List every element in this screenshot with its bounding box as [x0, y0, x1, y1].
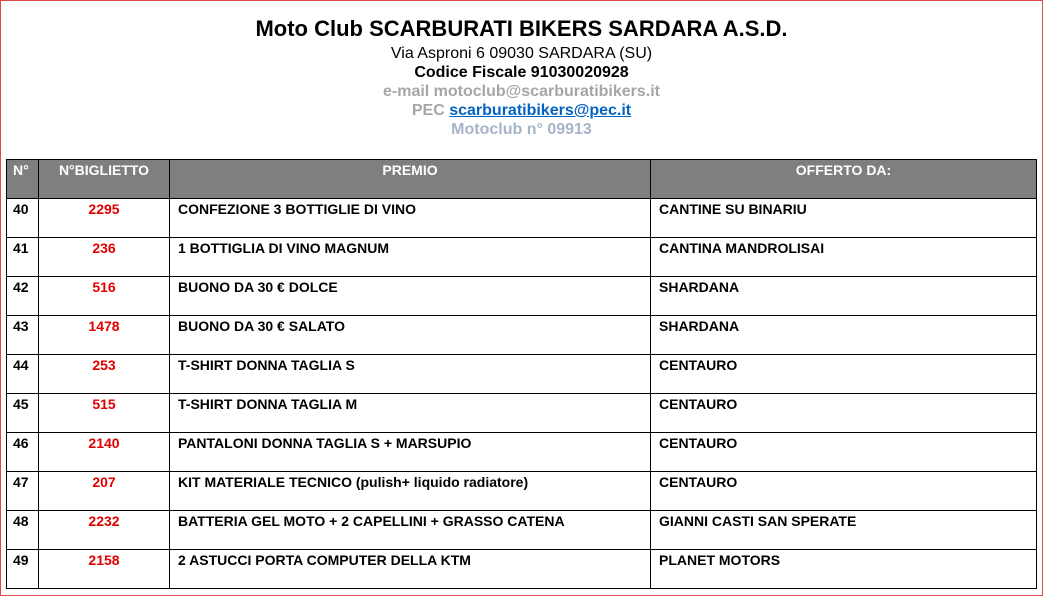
- prize-description: BUONO DA 30 € DOLCE: [170, 277, 651, 316]
- row-number: 47: [7, 472, 39, 511]
- club-name: Moto Club SCARBURATI BIKERS SARDARA A.S.D.: [255, 16, 788, 41]
- table-row: [7, 199, 1037, 238]
- offered-by: CANTINA MANDROLISAI: [651, 238, 1037, 277]
- prize-description: BATTERIA GEL MOTO + 2 CAPELLINI + GRASSO CATENA: [170, 511, 651, 550]
- prize-description: 1 BOTTIGLIA DI VINO MAGNUM: [170, 238, 651, 277]
- ticket-number: 236: [39, 238, 170, 277]
- table-row: [7, 316, 1037, 355]
- offered-by: CENTAURO: [651, 355, 1037, 394]
- ticket-number: 1478: [39, 316, 170, 355]
- ticket-number: 515: [39, 394, 170, 433]
- ticket-number: 2158: [39, 550, 170, 589]
- club-email: e-mail motoclub@scarburatibikers.it: [382, 83, 660, 100]
- offered-by: SHARDANA: [651, 316, 1037, 355]
- table-row: [7, 511, 1037, 550]
- motoclub-number: Motoclub n° 09913: [451, 121, 592, 138]
- prize-description: T-SHIRT DONNA TAGLIA S: [170, 355, 651, 394]
- ticket-number: 2232: [39, 511, 170, 550]
- table-row: [7, 433, 1037, 472]
- table-row: [7, 472, 1037, 511]
- ticket-number: 2140: [39, 433, 170, 472]
- row-number: 49: [7, 550, 39, 589]
- offered-by: CENTAURO: [651, 433, 1037, 472]
- column-header-offered-by: OFFERTO DA:: [651, 160, 1037, 199]
- club-address: Via Asproni 6 09030 SARDARA (SU): [390, 45, 653, 62]
- prize-description: 2 ASTUCCI PORTA COMPUTER DELLA KTM: [170, 550, 651, 589]
- codice-fiscale: Codice Fiscale 91030020928: [414, 64, 629, 81]
- column-header-prize: PREMIO: [170, 160, 651, 199]
- offered-by: CENTAURO: [651, 394, 1037, 433]
- prize-description: KIT MATERIALE TECNICO (pulish+ liquido radiatore): [170, 472, 651, 511]
- prize-table: [6, 159, 1037, 589]
- table-row: [7, 277, 1037, 316]
- table-header-row: [7, 160, 1037, 199]
- pec-label: PEC: [411, 102, 450, 119]
- row-number: 42: [7, 277, 39, 316]
- prize-description: BUONO DA 30 € SALATO: [170, 316, 651, 355]
- ticket-number: 207: [39, 472, 170, 511]
- row-number: 44: [7, 355, 39, 394]
- ticket-number: 516: [39, 277, 170, 316]
- column-header-ticket: N°BIGLIETTO: [39, 160, 170, 199]
- pec-line: [0, 101, 1043, 120]
- offered-by: PLANET MOTORS: [651, 550, 1037, 589]
- offered-by: CENTAURO: [651, 472, 1037, 511]
- row-number: 46: [7, 433, 39, 472]
- row-number: 41: [7, 238, 39, 277]
- document-header: [0, 14, 1043, 139]
- offered-by: GIANNI CASTI SAN SPERATE: [651, 511, 1037, 550]
- ticket-number: 2295: [39, 199, 170, 238]
- prize-description: PANTALONI DONNA TAGLIA S + MARSUPIO: [170, 433, 651, 472]
- offered-by: SHARDANA: [651, 277, 1037, 316]
- pec-email-link[interactable]: scarburatibikers@pec.it: [449, 102, 632, 119]
- offered-by: CANTINE SU BINARIU: [651, 199, 1037, 238]
- table-row: [7, 355, 1037, 394]
- ticket-number: 253: [39, 355, 170, 394]
- table-row: [7, 238, 1037, 277]
- row-number: 40: [7, 199, 39, 238]
- column-header-number: N°: [7, 160, 39, 199]
- row-number: 48: [7, 511, 39, 550]
- prize-description: CONFEZIONE 3 BOTTIGLIE DI VINO: [170, 199, 651, 238]
- prize-description: T-SHIRT DONNA TAGLIA M: [170, 394, 651, 433]
- row-number: 43: [7, 316, 39, 355]
- table-row: [7, 550, 1037, 589]
- table-row: [7, 394, 1037, 433]
- row-number: 45: [7, 394, 39, 433]
